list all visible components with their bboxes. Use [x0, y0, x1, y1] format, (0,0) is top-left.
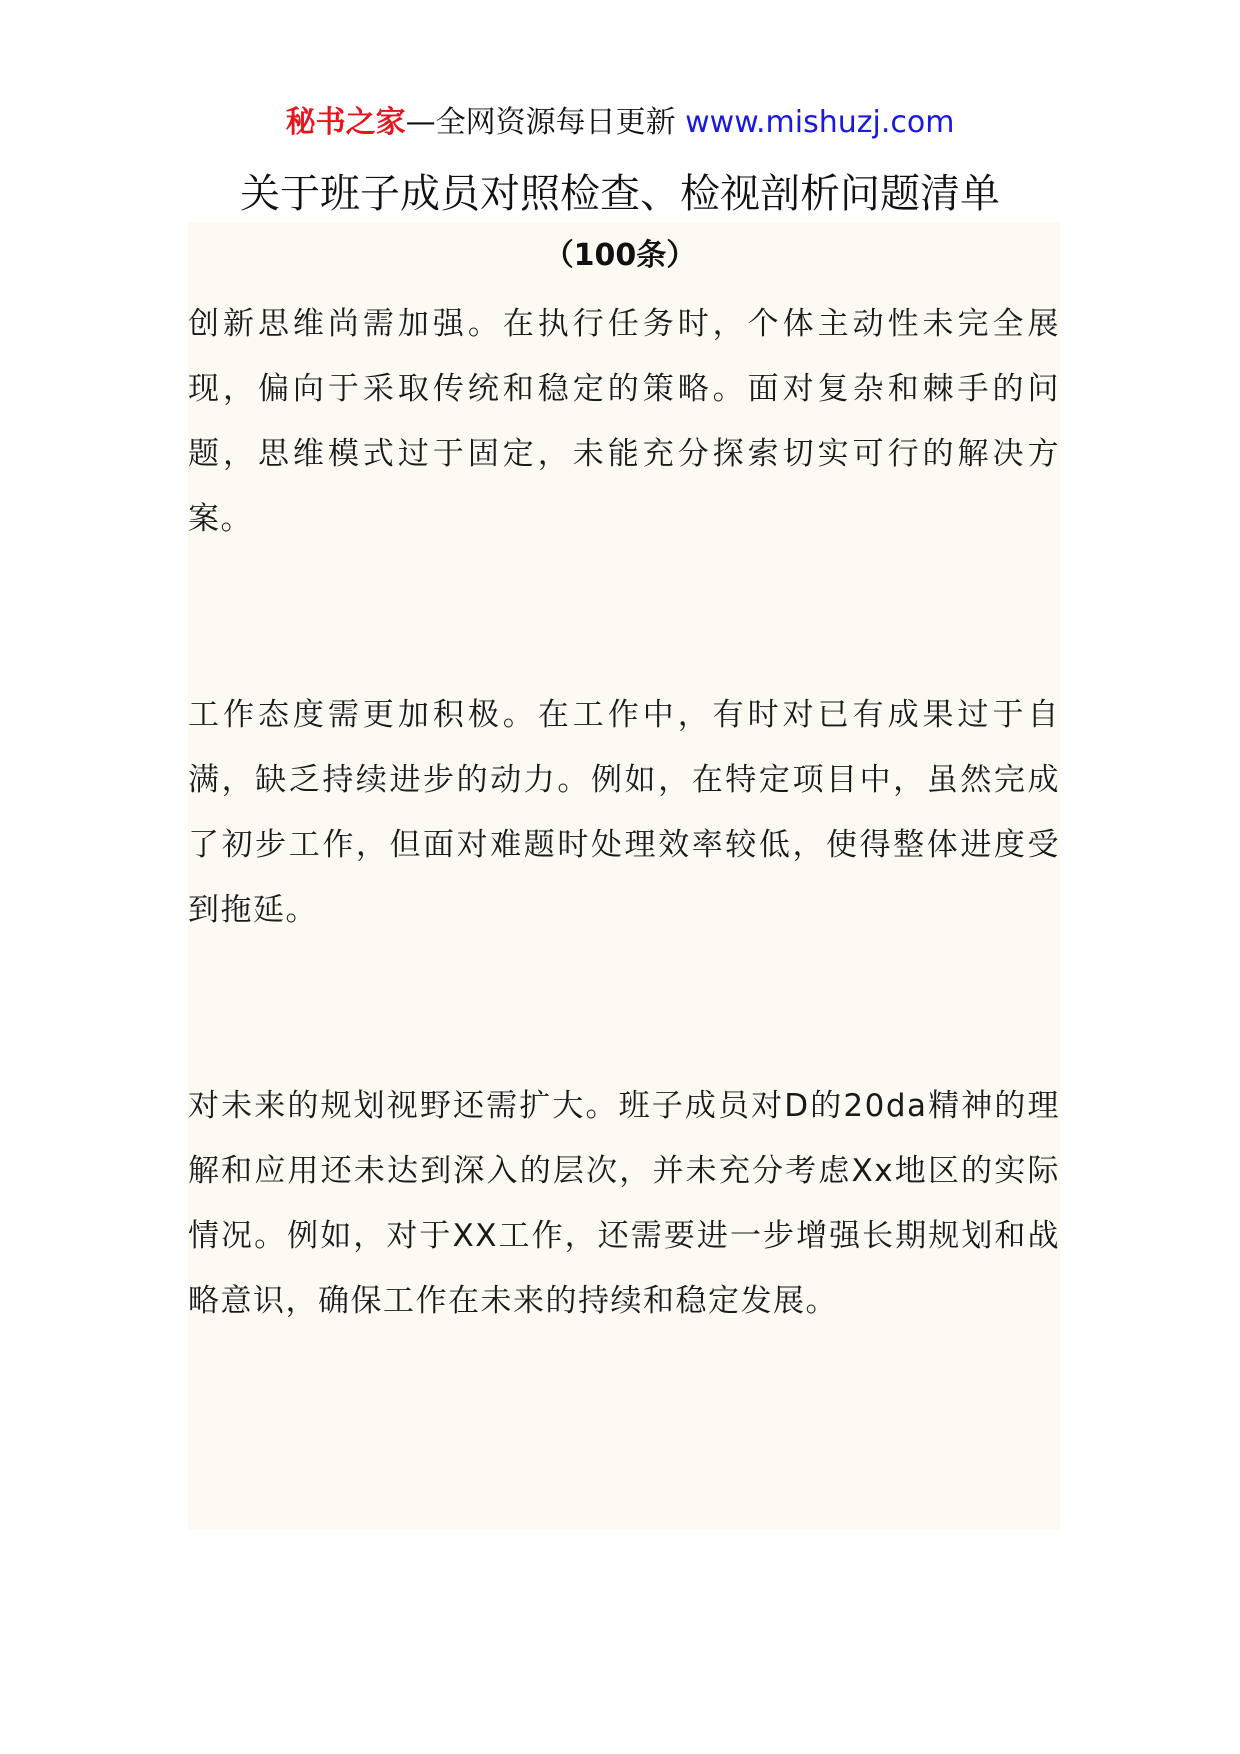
brand-name: 秘书之家	[285, 105, 406, 140]
document-title: 关于班子成员对照检查、检视剖析问题清单	[240, 171, 1000, 217]
paragraph-2: 工作态度需更加积极。在工作中，有时对已有成果过于自满，缺乏持续进步的动力。例如，在特定项目中，虽然完成了初步工作，但面对难题时处理效率较低，使得整体进度受到拖延。	[188, 697, 1060, 928]
paragraph-3: 对未来的规划视野还需扩大。班子成员对D的20da精神的理解和应用还未达到深入的层次，并未充分考虑Xx地区的实际情况。例如，对于XX工作，还需要进一步增强长期规划和战略意识，确保工作在未来的持续和稳定发展。	[188, 1088, 1060, 1319]
site-url-link[interactable]: www.mishuzj.com	[685, 105, 955, 140]
header-tagline: —全网资源每日更新	[405, 105, 676, 140]
site-header	[0, 100, 1240, 146]
document-subtitle: （100条）	[543, 238, 697, 273]
paragraph-1: 创新思维尚需加强。在执行任务时，个体主动性未完全展现，偏向于采取传统和稳定的策略。面对复杂和棘手的问题，思维模式过于固定，未能充分探索切实可行的解决方案。	[188, 306, 1060, 537]
